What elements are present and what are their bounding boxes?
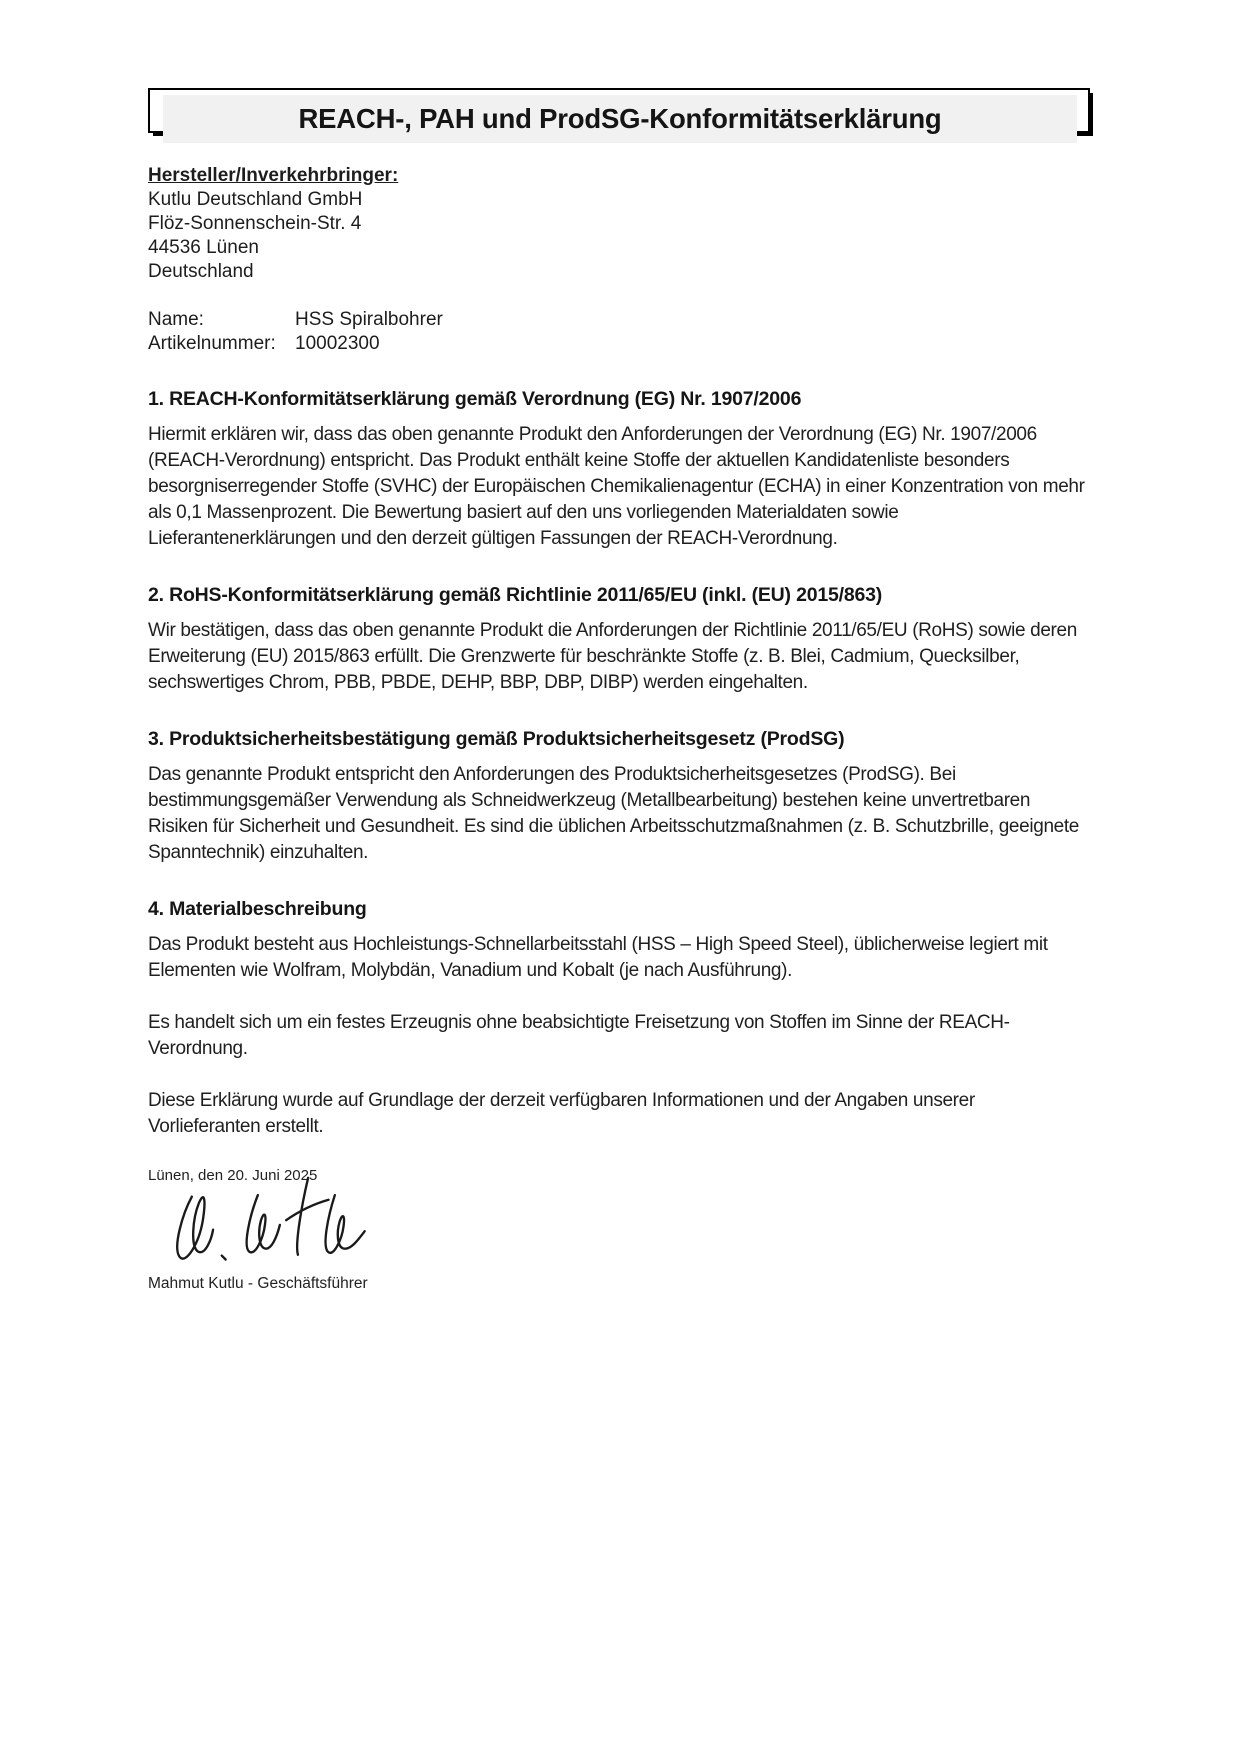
manufacturer-label: Hersteller/Inverkehrbringer:: [148, 165, 399, 186]
title-box: [148, 88, 1090, 133]
section-reach: [148, 386, 1090, 552]
product-name-label: Name:: [148, 309, 204, 330]
manufacturer-block: [148, 164, 1090, 284]
section-prodsg-paragraph: Das genannte Produkt entspricht den Anforderungen des Produktsicherheitsgesetzes (ProdSG). Bei bestimmungsgemäßer Verwendung als Schneidwerkzeug (Metallbearbeitung) bestehen keine unvertretbaren Risiken für Sicherheit und Gesundheit. Es sind die üblichen Arbeitsschutzmaßnahmen (z. B. Schutzbrille, geeignete Spanntechnik) einzuhalten.: [148, 764, 1080, 863]
manufacturer-company: Kutlu Deutschland GmbH: [148, 189, 363, 210]
manufacturer-city: 44536 Lünen: [148, 237, 259, 258]
article-number-row: [148, 332, 1090, 356]
signature-block: [148, 1166, 1090, 1293]
place-date: Lünen, den 20. Juni 2025: [148, 1167, 318, 1184]
handwritten-signature-icon: [162, 1171, 382, 1271]
manufacturer-country: Deutschland: [148, 261, 254, 282]
product-name-value: HSS Spiralbohrer: [295, 309, 443, 330]
section-material-paragraph-1: Das Produkt besteht aus Hochleistungs-Schnellarbeitsstahl (HSS – High Speed Steel), üblicherweise legiert mit Elementen wie Wolfram, Molybdän, Vanadium und Kobalt (je nach Ausführung).: [148, 934, 1048, 981]
section-material-paragraph-2: Es handelt sich um ein festes Erzeugnis ohne beabsichtigte Freisetzung von Stoffen im Sinne der REACH-Verordnung.: [148, 1012, 1010, 1059]
section-rohs-paragraph: Wir bestätigen, dass das oben genannte Produkt die Anforderungen der Richtlinie 2011/65/EU (RoHS) sowie deren Erweiterung (EU) 2015/863 erfüllt. Die Grenzwerte für beschränkte Stoffe (z. B. Blei, Cadmium, Quecksilber, sechswertiges Chrom, PBB, PBDE, DEHP, BBP, DBP, DIBP) werden eingehalten.: [148, 620, 1077, 693]
page-title: REACH-, PAH und ProdSG-Konformitätserklärung: [163, 95, 1077, 143]
section-reach-heading: 1. REACH-Konformitätserklärung gemäß Verordnung (EG) Nr. 1907/2006: [148, 388, 802, 410]
section-rohs: [148, 582, 1090, 696]
article-number-label: Artikelnummer:: [148, 333, 276, 354]
section-rohs-heading: 2. RoHS-Konformitätserklärung gemäß Richtlinie 2011/65/EU (inkl. (EU) 2015/863): [148, 584, 883, 606]
article-number-value: 10002300: [295, 333, 380, 354]
product-block: [148, 308, 1090, 356]
product-name-row: [148, 308, 1090, 332]
section-material-heading: 4. Materialbeschreibung: [148, 898, 367, 920]
section-reach-paragraph: Hiermit erklären wir, dass das oben genannte Produkt den Anforderungen der Verordnung (EG) Nr. 1907/2006 (REACH-Verordnung) entspricht. Das Produkt enthält keine Stoffe der aktuellen Kandidatenliste besonders besorgniserregender Stoffe (SVHC) der Europäischen Chemikalienagentur (ECHA) in einer Konzentration von mehr als 0,1 Massenprozent. Die Bewertung basiert auf den uns vorliegenden Materialdaten sowie Lieferantenerklärungen und den derzeit gültigen Fassungen der REACH-Verordnung.: [148, 424, 1085, 549]
manufacturer-street: Flöz-Sonnenschein-Str. 4: [148, 213, 362, 234]
section-material: [148, 896, 1090, 1140]
declaration-basis-paragraph: Diese Erklärung wurde auf Grundlage der derzeit verfügbaren Informationen und der Angaben unserer Vorlieferanten erstellt.: [148, 1090, 975, 1137]
section-prodsg-heading: 3. Produktsicherheitsbestätigung gemäß Produktsicherheitsgesetz (ProdSG): [148, 728, 845, 750]
section-prodsg: [148, 726, 1090, 866]
signer-name: Mahmut Kutlu - Geschäftsführer: [148, 1275, 368, 1292]
